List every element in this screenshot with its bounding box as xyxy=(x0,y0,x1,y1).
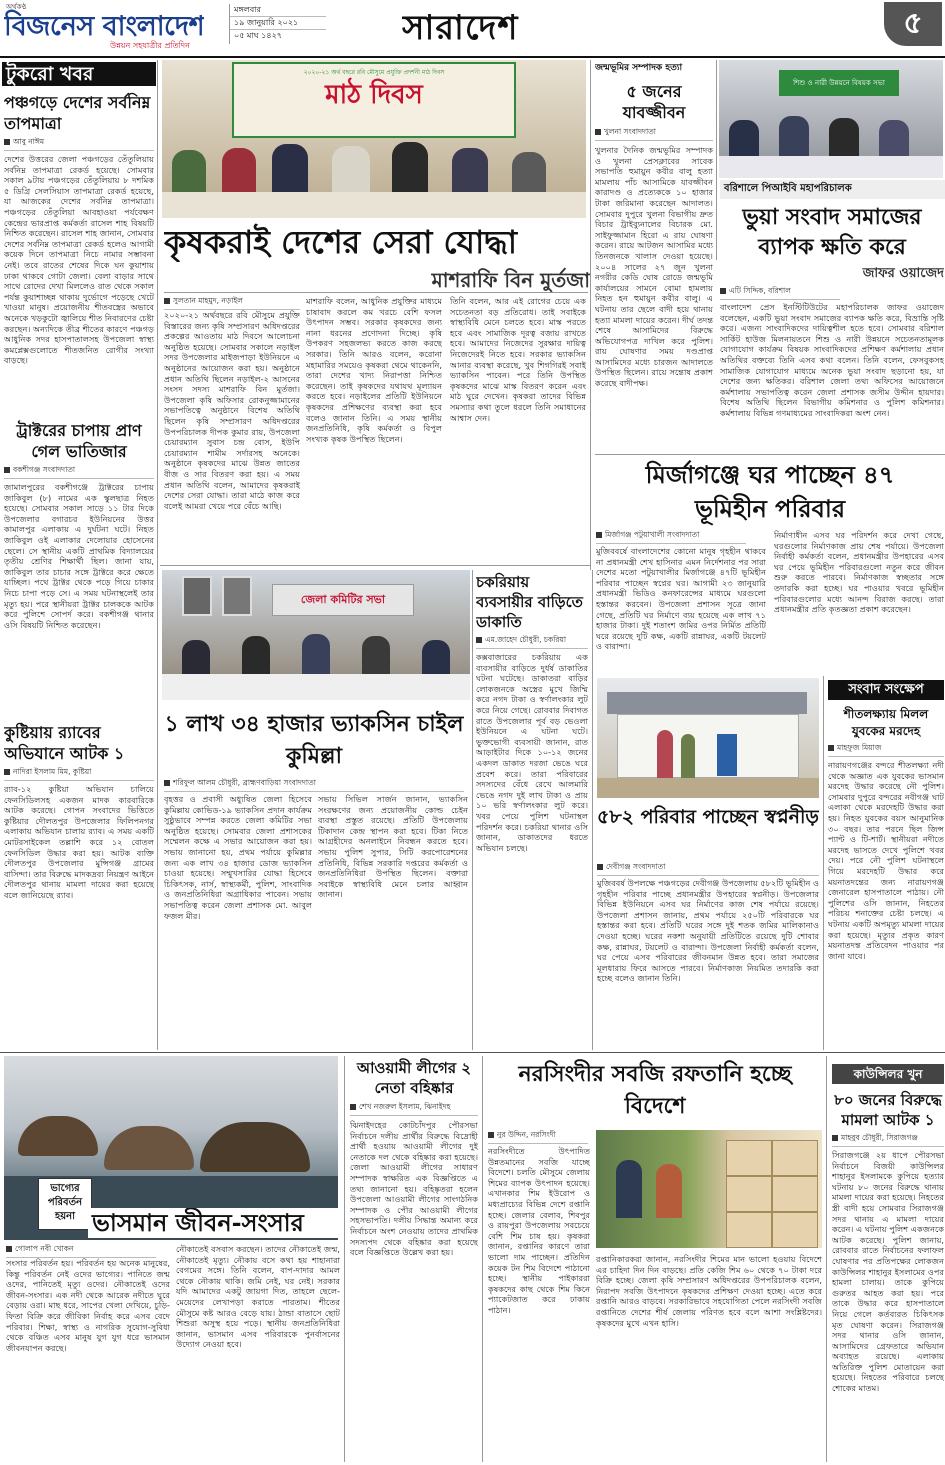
carton xyxy=(772,1212,818,1248)
boat xyxy=(200,1122,310,1172)
narsingdi-body-2: রপ্তানিকারকরা জানান, নরসিংদীর শিমের মান ভালো হওয়ায় বিদেশে এর চাহিদা দিন দিন বাড়ছে। প্রতি কেজি শিম ৬০ থেকে ৭০ টাকা দরে বিক্রি হচ্ছে। জেলা কৃষি সম্প্রসারণ অধিদপ্তরের উপপরিচালক বলেন, নিরাপদ সবজি উৎপাদনে কৃষকদের প্রশিক্ষণ দেওয়া হচ্ছে। এতে করে রপ্তানি আরও বাড়বে। সরকারিভাবে সহযোগিতা পেলে নরসিংদী সবজি রপ্তানিতে দেশের শীর্ষ জেলায় পরিণত হবে বলে আশা সংশ্লিষ্টদের। কৃষকদের মুখে এখন হাসি। xyxy=(596,1254,822,1328)
page-number: ৫ xyxy=(903,6,923,41)
headline-life-sentence: ৫ জনের যাবজ্জীবন xyxy=(622,82,686,122)
body-awami: ঝিনাইদহের কোটচাঁদপুর পৌরসভা নির্বাচনে দলীয় প্রার্থীর বিরুদ্ধে বিদ্রোহী প্রার্থী হওয়ায় আওয়ামী লীগের দুই নেতাকে দল থেকে বহিষ্কার করা হয়েছে। জেলা আওয়ামী লীগের সাধারণ সম্পাদক স্বাক্ষরিত এক বিজ্ঞপ্তিতে এ তথ্য জানানো হয়। বহিষ্কৃতরা হলেন উপজেলা আওয়ামী লীগের সাংগঠনিক সম্পাদক ও পৌর আওয়ামী লীগের সহসভাপতি। দলীয় সিদ্ধান্ত অমান্য করে নির্বাচনে অংশ নেওয়ায় তাদের প্রাথমিক সদস্যপদ থেকে বহিষ্কার করা হয়েছে বলে বিজ্ঞপ্তিতে উল্লেখ করা হয়। xyxy=(350,1120,478,1258)
story-panchagarh xyxy=(4,92,154,410)
boat xyxy=(104,1126,194,1170)
section-label-news-brief: সংবাদ সংক্ষেপ xyxy=(828,680,944,700)
mirzaganj-byline: মির্জাগঞ্জ পটুয়াখালী সংবাদদাতা xyxy=(596,530,746,544)
boat-body-2: নৌকাতেই বসবাস করছেন। তাদের নৌকাতেই জন্ম, নৌকাতেই মৃত্যু। নৌকায় বসে কথা হয় শাহানারা বেগমের সঙ্গে। তিনি বলেন, বাপ-দাদার আমল থেকে নৌকায় থাকি। জমি নেই, ঘর নেই। সরকার যদি আমাদের একটু জায়গা দিত, তাহলে ছেলে-মেয়েদের লেখাপড়া করাতে পারতাম। শীতের মৌসুমে কষ্ট আরও বেড়ে যায়। ঠান্ডা বাতাসে ছোট শিশুরা অসুস্থ হয়ে পড়ে। স্থানীয় জনপ্রতিনিধিরা জানান, ভাসমান এসব পরিবারকে পুনর্বাসনের উদ্যোগ নেওয়া হবে। xyxy=(176,1244,340,1350)
body-councillor: সিরাজগঞ্জে ২য় ধাপে পৌরসভা নির্বাচনে বিজয়ী কাউন্সিলর শাহানুর ইসলামকে কুপিয়ে হত্যার ঘটনায় ৮০ জনের বিরুদ্ধে থানায় মামলা দায়ের করা হয়েছে। নিহতের স্ত্রী বাদী হয়ে সোমবার সিরাজগঞ্জ সদর থানায় এ মামলা দায়ের করেন। এ ঘটনায় পুলিশ একজনকে আটক করেছে। পুলিশ জানায়, রোববার রাতে নির্বাচনের ফলাফল ঘোষণার পর প্রতিপক্ষের লোকজন কাউন্সিলর শাহানুর ইসলামের ওপর হামলা চালায়। তাকে কুপিয়ে গুরুতর আহত করা হয়। পরে তাকে উদ্ধার করে হাসপাতালে নিয়ে গেলে কর্তব্যরত চিকিৎসক মৃত ঘোষণা করেন। সিরাজগঞ্জ সদর থানার ওসি জানান, আসামিদের গ্রেফতারে অভিযান অব্যাহত রয়েছে। এলাকায় অতিরিক্ত পুলিশ মোতায়েন করা হয়েছে। নিহতের পরিবারে চলছে শোকের মাতম। xyxy=(832,1150,944,1394)
carton xyxy=(726,1212,772,1248)
vaccine-body-1: বৃহত্তর ও প্রবাসী অধ্যুষিত জেলা হিসেবে কুমিল্লায় কোভিড-১৯ ভ্যাকসিন প্রদান কার্যক্রম সুষ্ঠুভাবে সম্পন্ন করতে জেলা কমিটির সভা অনুষ্ঠিত হয়েছে। সোমবার জেলা প্রশাসকের সম্মেলন কক্ষে এ সভার আয়োজন করা হয়। সভায় জানানো হয়, প্রথম পর্যায়ে কুমিল্লার জন্য এক লাখ ৩৪ হাজার ডোজ ভ্যাকসিন চাওয়া হয়েছে। সম্মুখসারির যোদ্ধা হিসেবে চিকিৎসক, নার্স, স্বাস্থ্যকর্মী, পুলিশ, সাংবাদিক ও জনপ্রতিনিধিরা অগ্রাধিকার পাবেন। সভায় সভাপতিত্ব করেন জেলা প্রশাসক মো. আবুল ফজল মীর। xyxy=(164,794,312,921)
house-wall xyxy=(617,714,799,778)
house-roof xyxy=(607,692,807,714)
kicker-life-sentence: জন্মভূমির সম্পাদক হত্যা xyxy=(595,63,683,73)
vaccine-byline: শরিফুল আলম চৌধুরী, ব্রাহ্মণবাড়িয়া সংবাদদাতা xyxy=(164,778,464,792)
mirzaganj-body-1: মুজিববর্ষে বাংলাদেশের কোনো মানুষ গৃহহীন থাকবে না প্রধানমন্ত্রী শেখ হাসিনার এমন নির্দেশনার পর সারা দেশের মতো পটুয়াখালীর মির্জাগঞ্জে ৪৭টি ভূমিহীন পরিবার পাচ্ছেন স্বপ্নের ঘর। আগামী ২৩ জানুয়ারি প্রধানমন্ত্রী ভিডিও কনফারেন্সের মাধ্যমে ঘরগুলো হস্তান্তর করবেন। উপজেলা প্রশাসন সূত্রে জানা গেছে, প্রতিটি ঘর নির্মাণে ব্যয় হয়েছে এক লাখ ৭১ হাজার টাকা। দুই শতাংশ জমির ওপর নির্মিত প্রতিটি ঘরে রয়েছে দুটি কক্ষ, একটি রান্নাঘর, একটি টয়লেট ও বারান্দা। xyxy=(596,546,766,652)
col-divider-2 xyxy=(590,60,591,570)
swapnaneer-headline: ৫৮২ পরিবার পাচ্ছেন স্বপ্ননীড় xyxy=(597,806,819,828)
col-divider-8 xyxy=(482,1056,483,1462)
lead-byline: সুলতান মাহমুদ, নড়াইল xyxy=(164,296,300,310)
byline-awami: শেখ নজরুল ইসলাম, ঝিনাইদহ xyxy=(350,1102,478,1116)
carton xyxy=(772,1140,818,1176)
headline-awami: আওয়ামী লীগের ২ নেতা বহিষ্কার xyxy=(356,1059,472,1097)
table-cloth xyxy=(162,192,586,218)
lead-body-1: ২০২০-২১ অর্থবছরে রবি মৌসুমে প্রযুক্তি বিস্তারের জন্য কৃষি সম্প্রসারণ অধিদপ্তরের প্রকল্পের আওতায় মাঠ দিবসে আলোচনা অনুষ্ঠিত হয়েছে। সোমবার সকালে নড়াইল সদর উপজেলার মাইজপাড়া ইউনিয়নে এ অনুষ্ঠানের আয়োজন করা হয়। অনুষ্ঠানে প্রধান অতিথি ছিলেন নড়াইল-২ আসনের সংসদ সদস্য মাশরাফি বিন মুর্তজা। উপজেলা কৃষি অফিসার রোকনুজ্জামানের সভাপতিত্বে অনুষ্ঠানে বিশেষ অতিথি ছিলেন কৃষি সম্প্রসারণ অধিদপ্তরের উপপরিচালক দীপক কুমার রায়, উপজেলা চেয়ারম্যান সুবাস চন্দ্র বোস, ইউপি চেয়ারম্যান শামীম সর্দারসহ অনেকে। অনুষ্ঠানে কৃষকদের মাঝে উন্নত জাতের বীজ ও সার বিতরণ করা হয়। এ সময় প্রধান অতিথি বলেন, আমাদের কৃষকরাই দেশের সেরা যোদ্ধা। তারা মাঠে কাজ করে বলেই আমরা খেয়ে পরে বেঁচে আছি। xyxy=(164,310,300,511)
masthead-day: মঙ্গলবার xyxy=(230,4,326,17)
body-kushtia: র‍্যাব-১২ কুষ্টিয়া অভিযান চালিয়ে ফেনসিডিলসহ একজন মাদক কারবারিকে আটক করেছে। গোপন সংবাদের ভিত্তিতে কুষ্টিয়ার দৌলতপুর উপজেলার ফিলিপনগর এলাকায় অভিযান চালায় র‍্যাব। এ সময় একটি মোটরসাইকেল তল্লাশি করে ১২ বোতল ফেনসিডিল উদ্ধার করা হয়। আটক ব্যক্তি দৌলতপুর উপজেলার মুন্সিগঞ্জ গ্রামের বাসিন্দা। তার বিরুদ্ধে মাদকদ্রব্য নিয়ন্ত্রণ আইনে দৌলতপুর থানায় মামলা দায়ের করা হয়েছে বলে জানিয়েছে র‍্যাব। xyxy=(4,784,154,900)
masthead-rule xyxy=(0,56,945,58)
vaccine-headline: ১ লাখ ৩৪ হাজার ভ্যাকসিন চাইল কুমিল্লা xyxy=(164,711,464,769)
photo-houses xyxy=(597,678,819,798)
barisal-headline: ভুয়া সংবাদ সমাজের ব্যাপক ক্ষতি করে xyxy=(742,204,922,260)
bottom-section-rule xyxy=(0,1052,945,1053)
masthead-date-en: ১৯ জানুয়ারি ২০২১ xyxy=(230,17,326,30)
person xyxy=(616,1160,642,1218)
mirzaganj-top-rule xyxy=(595,454,945,455)
lead-subhead: মাশরাফি বিন মুর্তজা xyxy=(431,268,590,292)
col-divider-6 xyxy=(823,676,824,1050)
masthead-date-box xyxy=(229,4,326,44)
story-kushtia xyxy=(4,722,154,1052)
boat xyxy=(18,1116,98,1156)
byline-tractor: বকশীগঞ্জ সংবাদদাতা xyxy=(4,465,154,479)
mirzaganj-headline: মির্জাগঞ্জে ঘর পাচ্ছেন ৪৭ ভূমিহীন পরিবার xyxy=(645,460,895,523)
vaccine-top-rule xyxy=(160,565,590,566)
barisal-banner-text: শিশু ও নারী উন্নয়নে বিষয়ক সভা xyxy=(793,79,885,87)
swapnaneer-body: মুজিববর্ষ উপলক্ষে পঞ্চগড়ের দেবীগঞ্জ উপজেলায় ৫৮২টি ভূমিহীন ও গৃহহীন পরিবার পাচ্ছে প্রধানমন্ত্রীর উপহারের স্বপ্ননীড়। উপজেলার বিভিন্ন ইউনিয়নে এসব ঘর নির্মাণের কাজ শেষ পর্যায়ে রয়েছে। উপজেলা প্রশাসন জানায়, প্রথম পর্যায়ে ২৫০টি পরিবারকে ঘর হস্তান্তর করা হবে। প্রতিটি ঘরের সঙ্গে দুই শতক জমির মালিকানাও দেওয়া হচ্ছে। ঘরের নকশা অনুযায়ী প্রতিটিতে রয়েছে দুটি শোবার কক্ষ, রান্নাঘর, টয়লেট ও বারান্দা। উপজেলা নির্বাহী কর্মকর্তা বলেন, ঘর পেয়ে এসব পরিবারের জীবনমান উন্নত হবে। তারা সমাজের মূলধারায় ফিরে আসতে পারবে। নির্মাণকাজ নিয়মিত তদারকি করা হচ্ছে বলেও জানান তিনি। xyxy=(597,878,819,984)
vaccine-banner-text: জেলা কমিটির সভা xyxy=(300,593,386,606)
story-councillor xyxy=(832,1090,944,1462)
photo-field-day xyxy=(162,60,586,218)
story-robbery xyxy=(476,572,588,1050)
boat-caption-box xyxy=(38,1178,92,1230)
barisal-byline: এটি সিদ্দিক, বরিশাল xyxy=(720,286,840,300)
narsingdi-body-1: নরসিংদীতে উৎপাদিত উন্নতমানের সবজি যাচ্ছে বিদেশে। চলতি মৌসুমে জেলায় শিমের ব্যাপক উৎপাদন হয়েছে। এখানকার শিম ইউরোপ ও মধ্যপ্রাচ্যের বিভিন্ন দেশে রপ্তানি হচ্ছে। জেলার বেলাব, শিবপুর ও রায়পুরা উপজেলায় সবচেয়ে বেশি শিম চাষ হয়। কৃষকরা জানান, রপ্তানির কারণে তারা ভালো দাম পাচ্ছেন। প্রতিদিন কয়েক টন শিম বিদেশে পাঠানো হচ্ছে। স্থানীয় পাইকাররা কৃষকদের কাছ থেকে শিম কিনে প্যাকেটজাত করে ঢাকায় পাঠান। xyxy=(488,1146,590,1315)
col-divider-5 xyxy=(592,570,593,1050)
page-number-tab xyxy=(884,2,942,46)
headline-councillor: ৮০ জনের বিরুদ্ধে মামলা আটক ১ xyxy=(834,1091,942,1129)
photo-vegetables xyxy=(596,1130,822,1248)
byline-robbery: এম.জাহেদ চৌধুরী, চকরিয়া xyxy=(476,635,588,649)
narsingdi-headline: নরসিংদীর সবজি রফতানি হচ্ছে বিদেশে xyxy=(518,1061,792,1119)
col-divider-4 xyxy=(472,570,473,1050)
portrait-frame xyxy=(222,576,252,616)
body-robbery: কক্সবাজারের চকরিয়ায় এক ব্যবসায়ীর বাড়িতে দুর্ধর্ষ ডাকাতির ঘটনা ঘটেছে। ডাকাতরা বাড়ির লোকজনকে অস্ত্রের মুখে জিম্মি করে নগদ টাকা ও স্বর্ণালংকার লুট করে নিয়ে গেছে। রোববার দিবাগত রাতে উপজেলার পূর্ব বড় ভেওলা ইউনিয়নে এ ঘটনা ঘটে। ভুক্তভোগী ব্যবসায়ী জানান, রাত আড়াইটার দিকে ১০-১২ জনের একদল ডাকাত দরজা ভেঙে ঘরে প্রবেশ করে। তারা পরিবারের সদস্যদের বেঁধে রেখে আলমারি ভেঙে নগদ দুই লাখ টাকা ও প্রায় ১০ ভরি স্বর্ণালংকার লুট করে। খবর পেয়ে পুলিশ ঘটনাস্থল পরিদর্শন করে। চকরিয়া থানার ওসি জানান, ডাকাতদের ধরতে অভিযান চলছে। xyxy=(476,652,588,853)
section-title: সারাদেশ xyxy=(402,8,519,48)
person xyxy=(657,730,673,782)
carton xyxy=(726,1140,772,1176)
byline-kushtia: নাদিরা ইসলাম মিম, কুষ্টিয়া xyxy=(4,767,154,781)
body-shitalakshya: নারায়ণগঞ্জের বন্দরে শীতলক্ষ্যা নদী থেকে অজ্ঞাত এক যুবকের ভাসমান মরদেহ উদ্ধার করেছে নৌ পুলিশ। সোমবার দুপুরে বন্দরের নবীগঞ্জ ঘাট এলাকা থেকে মরদেহটি উদ্ধার করা হয়। নিহত যুবকের বয়স আনুমানিক ৩০ বছর। তার পরনে ছিল জিন্স প্যান্ট ও টি-শার্ট। স্থানীয়রা নদীতে মরদেহ ভাসতে দেখে পুলিশে খবর দেয়। পরে নৌ পুলিশ ঘটনাস্থলে গিয়ে মরদেহটি উদ্ধার করে ময়নাতদন্তের জন্য নারায়ণগঞ্জ জেনারেল হাসপাতালে পাঠায়। নৌ পুলিশের ওসি জানান, নিহতের পরিচয় শনাক্তের চেষ্টা চলছে। এ ঘটনায় একটি অপমৃত্যু মামলা দায়ের করা হয়েছে। মৃত্যুর প্রকৃত কারণ ময়নাতদন্ত প্রতিবেদন পাওয়ার পর জানা যাবে। xyxy=(828,760,944,961)
photo-vaccine-meeting xyxy=(162,570,470,700)
story-tractor xyxy=(4,420,154,720)
field-day-banner-title: মাঠ দিবস xyxy=(325,80,423,110)
table-cloth xyxy=(719,156,943,178)
lead-body-2: মাশরাফি বলেন, আধুনিক প্রযুক্তির মাধ্যমে চাষাবাদ করলে কম খরচে বেশি ফসল উৎপাদন সম্ভব। সরকার কৃষকদের জন্য নানা ধরনের প্রণোদনা দিচ্ছে। কৃষি উপকরণ সহজলভ্য করতে কাজ করছে সরকার। তিনি আরও বলেন, করোনা মহামারির সময়েও কৃষকরা থেমে থাকেননি, তারা দেশের খাদ্য নিরাপত্তা নিশ্চিত করেছেন। তাই কৃষকদের যথাযথ মূল্যায়ন করতে হবে। নড়াইলের প্রতিটি ইউনিয়নে কৃষকদের প্রশিক্ষণের ব্যবস্থা করা হবে বলেও জানান তিনি। এ সময় স্থানীয় জনপ্রতিনিধি, কৃষি কর্মকর্তা ও বিপুল সংখ্যক কৃষক উপস্থিত ছিলেন। xyxy=(306,296,442,444)
barisal-subhead: জাফর ওয়াজেদ xyxy=(862,266,944,281)
body-life-sentence: খুলনার দৈনিক জন্মভূমির সম্পাদক ও খুলনা প্রেসক্লাবের সাবেক সভাপতি হুমায়ুন কবীর বালু হত্যা মামলায় পাঁচ আসামিকে যাবজ্জীবন কারাদণ্ড ও প্রত্যেককে ১০ হাজার টাকা জরিমানা করেছেন আদালত। সোমবার দুপুরে খুলনা বিভাগীয় দ্রুত বিচার ট্রাইব্যুনালের বিচারক মো. সাইফুজ্জামান হিরো এ রায় ঘোষণা করেন। রায়ে আটজন আসামির মধ্যে তিনজনকে খালাস দেওয়া হয়েছে। ২০০৪ সালের ২৭ জুন খুলনা নগরীর কেডি ঘোষ রোডে জন্মভূমি কার্যালয়ের সামনে বোমা হামলায় নিহত হন হুমায়ুন কবীর বালু। এ ঘটনায় তার ছেলে বাদী হয়ে থানায় হত্যা মামলা দায়ের করেন। দীর্ঘ তদন্ত শেষে আসামিদের বিরুদ্ধে অভিযোগপত্র দাখিল করে পুলিশ। রায় ঘোষণার সময় দণ্ডপ্রাপ্ত আসামিদের মধ্যে চারজন আদালতে উপস্থিত ছিলেন। রায়ে সন্তোষ প্রকাশ করেছে বাদীপক্ষ। xyxy=(595,145,713,389)
carton xyxy=(726,1176,772,1212)
barisal-caption: বরিশালে পিআইবি মহাপরিচালক xyxy=(720,180,945,199)
barisal-body: বাংলাদেশ প্রেস ইনস্টিটিউটের মহাপরিচালক জাফর ওয়াজেদ বলেছেন, একটি ভুয়া সংবাদ সমাজের ব্যাপক ক্ষতি করে, বিভ্রান্তি সৃষ্টি করে। এজন্য সাংবাদিকদের দায়িত্বশীল হতে হবে। সোমবার বরিশাল সার্কিট হাউজ মিলনায়তনে শিশু ও নারী উন্নয়নে সচেতনতামূলক যোগাযোগ কার্যক্রম বিষয়ক সাংবাদিকদের প্রশিক্ষণ কর্মশালায় প্রধান অতিথির বক্তব্যে তিনি এসব কথা বলেন। তিনি বলেন, ফেসবুকসহ সামাজিক যোগাযোগ মাধ্যমে অনেক ভুয়া সংবাদ ছড়ানো হয়, যা দেশের জন্য ক্ষতিকর। বরিশাল জেলা তথ্য অফিসের আয়োজনে কর্মশালায় সভাপতিত্ব করেন জেলা প্রশাসক জসীম উদ্দীন হায়দার। বিশেষ অতিথি ছিলেন বিভাগীয় কমিশনার ও পুলিশ কমিশনার। কর্মশালায় বিভিন্ন গণমাধ্যমের সাংবাদিকরা অংশ নেন। xyxy=(720,302,944,418)
people-row xyxy=(162,140,586,218)
headline-panchagarh: পঞ্চগড়ে দেশের সর্বনিম্ন তাপমাত্রা xyxy=(4,93,151,133)
section-label-councillor: কাউন্সিলর খুন xyxy=(832,1064,944,1084)
byline-life-sentence: খুলনা সংবাদদাতা xyxy=(595,127,713,141)
person xyxy=(656,1164,682,1218)
person xyxy=(681,734,695,782)
story-shitalakshya xyxy=(828,706,944,1052)
col-divider-3 xyxy=(716,60,717,260)
photo-barisal xyxy=(719,60,943,178)
boat-body-1: সংসার পরিবর্তন হয়। পরিবর্তন হয় অনেক মানুষের, কিন্তু পরিবর্তন নেই ওদের ভাগ্যের। পানিতে জন্ম ওদের, পানিতেই মৃত্যু ওদের। নৌকাতেই ওদের জীবন-সংসার। এক নদী থেকে আরেক নদীতে ঘুরে বেড়ায় ওরা। মাছ ধরে, সাপের খেলা দেখিয়ে, চুড়ি-ফিতা বিক্রি করে জীবিকা নির্বাহ করে এসব বেদে পরিবার। শিক্ষা, স্বাস্থ্য ও নাগরিক সুযোগ-সুবিধা থেকে বঞ্চিত এসব মানুষ যুগ যুগ ধরে ভাসমান জীবনযাপন করছে। xyxy=(6,1258,170,1353)
story-awami xyxy=(350,1058,478,1462)
paper-tagline: উন্নয়ন সহযাত্রীর প্রতিদিন xyxy=(110,41,190,50)
carton xyxy=(772,1176,818,1212)
lead-body-3: তিনি বলেন, আর এই রোগের চেয়ে এক সচেতনতা বড় প্রতিরোধ। তাই সবাইকে স্বাস্থ্যবিধি মেনে চলতে হবে। মাস্ক পরতে হবে এবং সামাজিক দূরত্ব বজায় রাখতে হবে। আমাদের নিজেদের সুরক্ষার দায়িত্ব নিজেদেরই নিতে হবে। সরকার ভ্যাকসিন আনার ব্যবস্থা করেছে, খুব শিগগিরই সবাই ভ্যাকসিন পাবেন। পরে তিনি উপস্থিত কৃষকদের মাঝে মাস্ক বিতরণ করেন এবং মাঠ ঘুরে দেখেন। কৃষকরা তাদের বিভিন্ন সমস্যার কথা তুলে ধরলে তিনি সমাধানের আশ্বাস দেন। xyxy=(450,296,586,423)
col-divider-9 xyxy=(826,1056,827,1462)
headline-kushtia: কুষ্টিয়ায় র‍্যাবের অভিযানে আটক ১ xyxy=(4,723,125,763)
headline-tractor: ট্রাক্টরের চাপায় প্রাণ গেল ভাতিজার xyxy=(16,421,142,461)
boat-byline: গোলাপ নবী খোকন xyxy=(6,1244,156,1258)
swapnaneer-byline: দেবীগঞ্জ সংবাদদাতা xyxy=(597,862,819,876)
body-panchagarh: দেশের উত্তরের জেলা পঞ্চগড়ের তেঁতুলিয়ায় সর্বনিম্ন তাপমাত্রা রেকর্ড হয়েছে। সোমবার সকাল ৯টায় পঞ্চগড়ের তেঁতুলিয়ায় ৮ দশমিক ৫ ডিগ্রি সেলসিয়াস তাপমাত্রা রেকর্ড হয়েছে, যা আজকের দেশের সর্বনিম্ন তাপমাত্রা। পঞ্চগড়ের তেঁতুলিয়া আবহাওয়া পর্যবেক্ষণ কেন্দ্রের ভারপ্রাপ্ত কর্মকর্তা রাসেল শাহ বিষয়টি নিশ্চিত করেছেন। রাসেল শাহ জানান, সোমবার দেশের সর্বনিম্ন তাপমাত্রা রেকর্ড হলেও আগামী কয়েক দিনে তাপমাত্রা নিচে নামার সম্ভাবনা নেই। তবে রাতের শেষের দিকে ঘন কুয়াশায় ঢাকা থাকবে গোটা জেলা। বেলা বাড়ার সাথে সাথে রোদের দেখা মিললেও রাত থেকে সকাল পর্যন্ত কুয়াশাচ্ছন্ন থাকায় দুর্ভোগে পড়েছে খেটে খাওয়া মানুষ। প্রয়োজনীয় শীতবস্ত্রের অভাবে অনেকে খড়কুটো জ্বালিয়ে শীত নিবারণের চেষ্টা করছেন। অন্যদিকে তীব্র শীতের কারণে পঞ্চগড় আধুনিক সদর হাসপাতালসহ উপজেলা স্বাস্থ্য কমপ্লেক্সগুলোতে শীতজনিত রোগীর সংখ্যা বাড়ছে। xyxy=(4,154,154,366)
body-tractor: জামালপুরের বকশীগঞ্জে ট্রাক্টরের চাপায় জাকিবুল (৮) নামের এক স্কুলছাত্র নিহত হয়েছে। সোমবার সকাল সাড়ে ১১ টার দিকে উপজেলার বগারচর ইউনিয়নের উত্তর কামালপুর এলাকায় এ দুর্ঘটনা ঘটে। নিহত জাকিবুল ওই এলাকার দেলোয়ার হোসেনের ছেলে। সে স্থানীয় একটি প্রাথমিক বিদ্যালয়ের তৃতীয় শ্রেণির শিক্ষার্থী ছিল। জানা যায়, জাকিবুল তার চাচার সঙ্গে ট্রাক্টরে করে ক্ষেতে যাচ্ছিল। পথে ট্রাক্টর থেকে পড়ে গিয়ে চাকার নিচে চাপা পড়ে সে। এ সময় ঘটনাস্থলেই তার মৃত্যু হয়। পরে স্থানীয়রা ট্রাক্টর চালককে আটক করে পুলিশে সোপর্দ করে। বকশীগঞ্জ থানার ওসি বিষয়টি নিশ্চিত করেছেন। xyxy=(4,482,154,630)
byline-councillor: মাহবুব চৌধুরী, সিরাজগঞ্জ xyxy=(832,1133,944,1147)
house-door xyxy=(717,734,737,776)
col-divider-7 xyxy=(344,1056,345,1462)
headline-robbery: চকরিয়ায় ব্যবসায়ীর বাড়িতে ডাকাতি xyxy=(476,573,583,631)
byline-panchagarh: আবু নাঈম xyxy=(4,137,154,151)
mirzaganj-body-2: নির্মাণাধীন এসব ঘর পরিদর্শন করে দেখা গেছে, ঘরগুলোর নির্মাণকাজ প্রায় শেষ পর্যায়ে। উপজেলা নির্বাহী কর্মকর্তা বলেন, প্রধানমন্ত্রীর উপহারের এসব ঘর পেয়ে ভূমিহীন পরিবারগুলো নতুন করে জীবন শুরু করতে পারবে। নির্মাণকাজ স্বচ্ছতার সঙ্গে তদারকি করা হচ্ছে। ঘর পাওয়ার খবরে ভূমিহীন পরিবারগুলোর মধ্যে আনন্দ বিরাজ করছে। তারা প্রধানমন্ত্রীর প্রতি কৃতজ্ঞতা প্রকাশ করেছেন। xyxy=(774,530,944,615)
col-divider-1 xyxy=(157,60,158,1050)
barisal-banner xyxy=(779,70,899,96)
lead-sub-rule xyxy=(164,292,588,293)
section-label-tukro: টুকরো খবর xyxy=(2,62,156,86)
byline-shitalakshya: মাহফুজ মিয়াজ xyxy=(828,743,944,757)
masthead xyxy=(0,0,945,58)
narsingdi-byline: নুর উদ্দিন, নরসিংদী xyxy=(488,1130,588,1144)
vaccine-body-2: সভায় সিভিল সার্জন জানান, ভ্যাকসিন সংরক্ষণের জন্য প্রয়োজনীয় কোল্ড চেইন ব্যবস্থা প্রস্তুত রয়েছে। প্রতিটি উপজেলায় টিকাদান কেন্দ্র স্থাপন করা হবে। টিকা নিতে আগ্রহীদের অনলাইনে নিবন্ধন করতে হবে। সভায় পুলিশ সুপার, সিটি করপোরেশনের প্রতিনিধি, বিভিন্ন সরকারি দপ্তরের কর্মকর্তা ও জনপ্রতিনিধিরা উপস্থিত ছিলেন। বক্তারা সবাইকে স্বাস্থ্যবিধি মেনে চলার আহ্বান জানান। xyxy=(318,794,468,900)
portrait-frame xyxy=(182,576,212,616)
paper-name: বিজনেস বাংলাদেশ xyxy=(4,11,205,42)
boat-caption: ভাগ্যের পরিবর্তন হয়না xyxy=(47,1183,83,1222)
lead-headline: কৃষকরাই দেশের সেরা যোদ্ধা xyxy=(164,223,518,261)
ground xyxy=(597,778,819,798)
boat-headline: ভাসমান জীবন-সংসার xyxy=(88,1208,344,1238)
headline-shitalakshya: শীতলক্ষ্যায় মিলল যুবকের মরদেহ xyxy=(843,707,929,738)
vaccine-banner xyxy=(272,584,414,616)
table-cloth xyxy=(162,674,470,700)
field-day-banner xyxy=(232,62,516,138)
field-day-banner-small: ২০২০-২১ অর্থ বছরে রবি মৌসুমে প্রযুক্তি প্রদর্শনী মাঠ দিবস xyxy=(303,69,445,76)
masthead-date-bn: ০৫ মাঘ ১৪২৭ xyxy=(234,31,282,40)
masthead-kicker: অর্থকণ্ঠ xyxy=(6,3,27,11)
